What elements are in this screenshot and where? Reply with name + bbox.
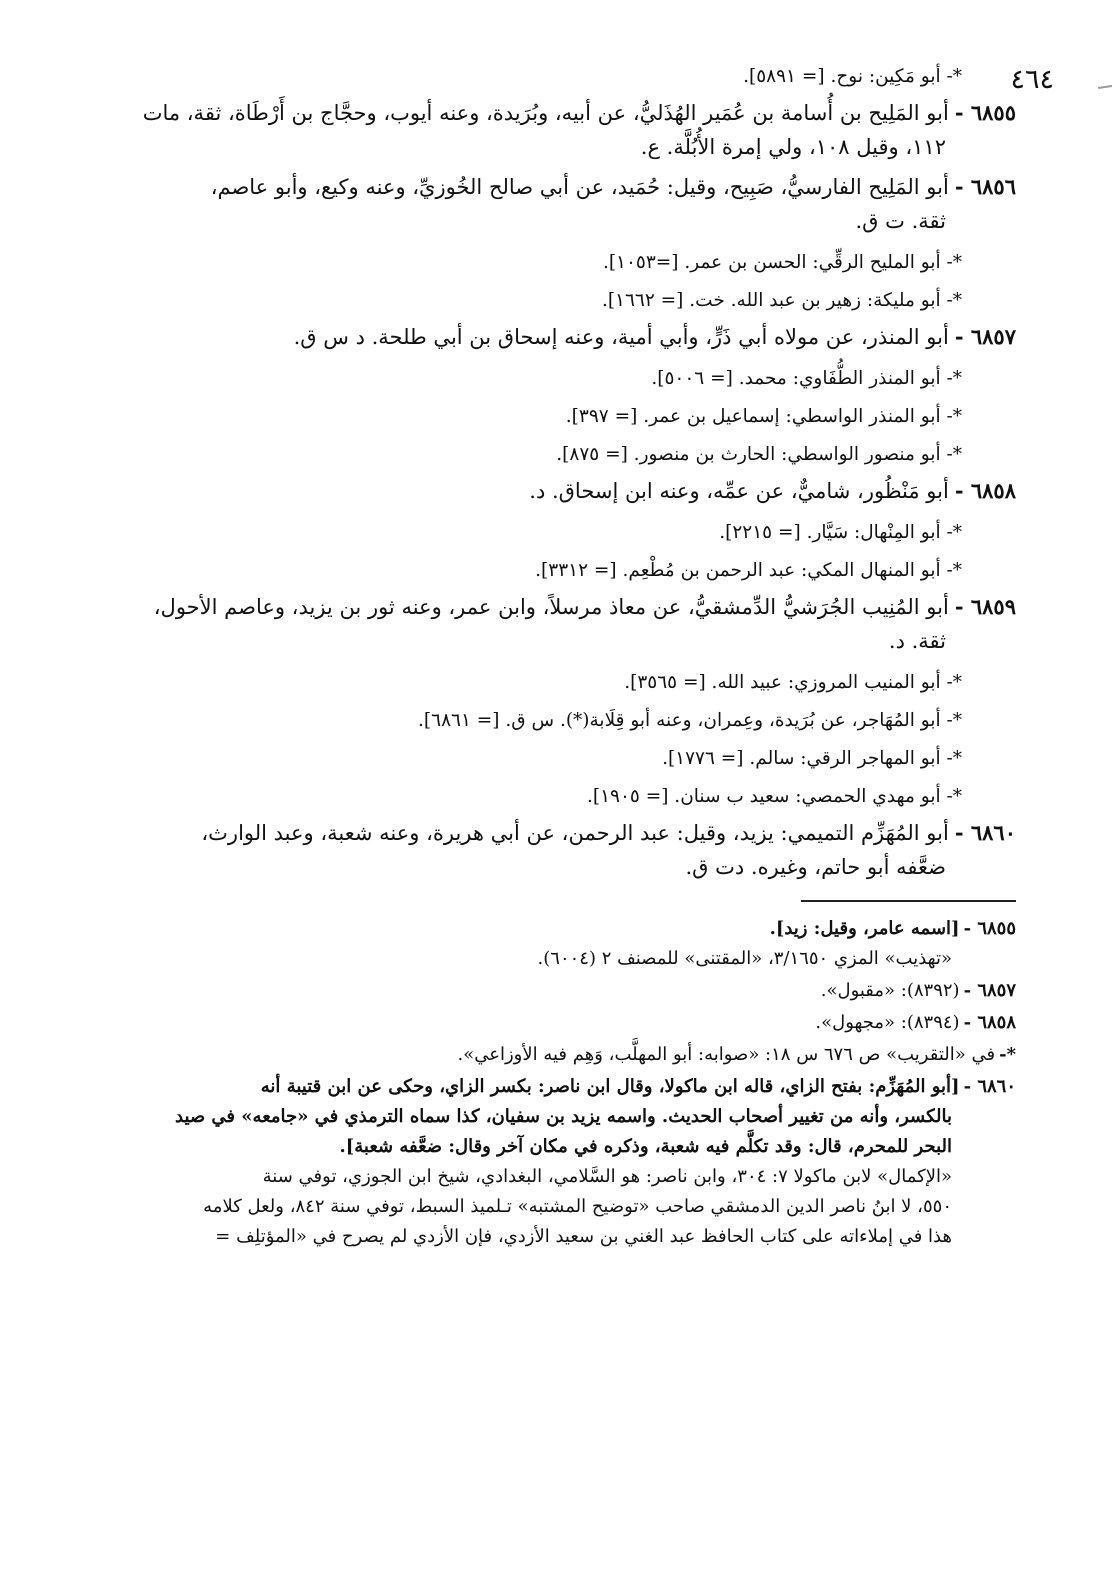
entry-first-line	[40, 590, 1016, 624]
footnote	[40, 914, 1016, 974]
cross-reference-text: *- أبو مَكِين: نوح. [= ٥٨٩١].	[743, 66, 962, 87]
entry-number: ٦٨٥٧ -	[954, 324, 1016, 349]
entry-text: أبو المَلِيح بن أُسامة بن عُمَير الهُذَليُّ، عن أبيه، وبُرَيدة، وعنه أيوب، وحجَّاج بن أَرْطَاة، ثقة، مات	[142, 101, 949, 125]
cross-reference-text: *- أبو المِنْهال: سَيَّار. [= ٢٢١٥].	[719, 522, 962, 543]
entry-first-line	[40, 96, 1016, 130]
entry-first-line	[40, 320, 1016, 354]
entry	[40, 590, 1016, 658]
entry	[40, 320, 1016, 354]
entry-first-line	[40, 474, 1016, 508]
footnote-number: ٦٨٥٧ -	[963, 980, 1016, 1001]
entries-list	[40, 58, 1016, 884]
cross-reference	[40, 282, 1016, 320]
footnote-continuation: «تهذيب» المزي ٣/١٦٥٠، «المقتنى» للمصنف ٢ (٦٠٠٤).	[537, 948, 952, 969]
footnote-first-line	[40, 1040, 1016, 1070]
entry-number: ٦٨٥٨ -	[954, 478, 1016, 503]
entry	[40, 170, 1016, 238]
scan-mark	[1098, 85, 1112, 89]
entry-text: أبو مَنْظُور، شاميٌّ، عن عمِّه، وعنه ابن إسحاق. د.	[529, 479, 949, 503]
footnote-first-line	[40, 976, 1016, 1006]
cross-reference	[40, 244, 1016, 282]
footnote-text: (٨٣٩٤): «مجهول».	[815, 1012, 960, 1033]
entry-text: أبو المُهَزِّم التميمي: يزيد، وقيل: عبد الرحمن، عن أبي هريرة، وعنه شعبة، وعبد الوارث،	[201, 821, 949, 845]
page-body	[40, 58, 1016, 1254]
cross-reference-text: *- أبو المُهَاجر، عن بُرَيدة، وعِمران، وعنه أبو قِلَابة(*). س ق. [= ٦٨٦١].	[418, 710, 962, 731]
entry-text: أبو المنذر، عن مولاه أبي ذَرٍّ، وأبي أمية، وعنه إسحاق بن أبي طلحة. د س ق.	[293, 325, 949, 349]
footnotes	[40, 914, 1016, 1252]
cross-reference-text: *- أبو المنذر الطُّفَاوي: محمد. [= ٥٠٠٦].	[651, 368, 962, 389]
footnote	[40, 1008, 1016, 1038]
cross-reference	[40, 398, 1016, 436]
footnote-separator	[801, 900, 1016, 902]
entry-number: ٦٨٥٥ -	[954, 100, 1016, 125]
cross-reference-text: *- أبو المليح الرقِّي: الحسن بن عمر. [=١٠٥٣].	[602, 252, 962, 273]
cross-reference	[40, 360, 1016, 398]
footnote-first-line	[40, 914, 1016, 944]
entry-text: أبو المَلِيح الفارسيُّ، صَبِيح، وقيل: حُمَيد، عن أبي صالح الخُوزيِّ، وعنه وكيع، وأبو عاصم،	[210, 175, 949, 199]
footnote-number: *-	[999, 1044, 1016, 1065]
footnote-number: ٦٨٦٠ -	[963, 1076, 1016, 1097]
entry-continuation: ضعَّفه أبو حاتم، وغيره. دت ق.	[685, 855, 946, 879]
cross-reference	[40, 702, 1016, 740]
page-number: ٤٦٤	[1010, 64, 1054, 95]
footnote-text: في «التقريب» ص ٦٧٦ س ١٨: «صوابه: أبو المهلَّب، وَهِم فيه الأوزاعي».	[457, 1044, 996, 1065]
footnote-text: (٨٣٩٢): «مقبول».	[820, 980, 960, 1001]
entry-number: ٦٨٦٠ -	[954, 820, 1016, 845]
footnote-continuation: «الإكمال» لابن ماكولا ٧: ٣٠٤، وابن ناصر: هو السَّلامي، البغدادي، شيخ ابن الجوزي، توفي سنة	[262, 1166, 952, 1187]
cross-reference-text: *- أبو مليكة: زهير بن عبد الله. خت. [= ١٦٦٢].	[601, 290, 962, 311]
entry-number: ٦٨٥٦ -	[954, 174, 1016, 199]
footnote	[40, 976, 1016, 1006]
footnote-number: ٦٨٥٨ -	[963, 1012, 1016, 1033]
cross-reference-text: *- أبو المهاجر الرقي: سالم. [= ١٧٧٦].	[662, 748, 962, 769]
footnote	[40, 1072, 1016, 1252]
cross-reference-text: *- أبو المنهال المكي: عبد الرحمن بن مُطْعِم. [= ٣٣١٢].	[535, 560, 962, 581]
entry-first-line	[40, 816, 1016, 850]
cross-reference	[40, 552, 1016, 590]
entry-continuation: ١١٢، وقيل ١٠٨، ولي إمرة الأُبُلَّة. ع.	[640, 135, 946, 159]
footnote	[40, 1040, 1016, 1070]
cross-reference	[40, 514, 1016, 552]
cross-reference	[40, 58, 1016, 96]
cross-reference-text: *- أبو منصور الواسطي: الحارث بن منصور. [= ٨٧٥].	[556, 444, 962, 465]
footnote-continuation: هذا في إملاءاته على كتاب الحافظ عبد الغني بن سعيد الأزدي، فإن الأزدي لم يصرح في «المؤتلِف =	[215, 1226, 952, 1247]
footnote-number: ٦٨٥٥ -	[963, 918, 1016, 939]
cross-reference	[40, 740, 1016, 778]
footnote-first-line	[40, 1008, 1016, 1038]
cross-reference	[40, 436, 1016, 474]
footnote-first-line	[40, 1072, 1016, 1102]
footnote-continuation: البحر للمحرم، قال: وقد تكلَّم فيه شعبة، وذكره في مكان آخر وقال: ضعَّفه شعبة].	[339, 1136, 952, 1157]
entry-continuation: ثقة. ت ق.	[855, 209, 946, 233]
entry	[40, 96, 1016, 164]
entry	[40, 474, 1016, 508]
entry-first-line	[40, 170, 1016, 204]
cross-reference-text: *- أبو مهدي الحمصي: سعيد ب سنان. [= ١٩٠٥].	[586, 786, 962, 807]
footnote-continuation: ٥٥٠، لا ابنُ ناصر الدين الدمشقي صاحب «توضيح المشتبه» تـلميذ السبط، توفي سنة ٨٤٢، ولعل كلامه	[203, 1196, 952, 1217]
cross-reference-text: *- أبو المنذر الواسطي: إسماعيل بن عمر. [= ٣٩٧].	[565, 406, 962, 427]
entry	[40, 816, 1016, 884]
cross-reference	[40, 664, 1016, 702]
footnote-text: [اسمه عامر، وقيل: زيد].	[769, 918, 960, 939]
footnote-text: [أبو المُهَزِّم: بفتح الزاي، قاله ابن ماكولا، وقال ابن ناصر: بكسر الزاي، وحكى عن ابن قتيبة أنه	[260, 1076, 960, 1097]
entry-text: أبو المُنِيب الجُرَشيُّ الدِّمشقيُّ، عن معاذ مرسلاً، وابن عمر، وعنه ثور بن يزيد، وعاصم الأحول،	[153, 595, 949, 619]
cross-reference	[40, 778, 1016, 816]
entry-continuation: ثقة. د.	[888, 629, 946, 653]
footnote-continuation: بالكسر، وأنه من تغيير أصحاب الحديث. واسمه يزيد بن سفيان، كذا سماه الترمذي في «جامعه» في صيد	[175, 1106, 952, 1127]
cross-reference-text: *- أبو المنيب المروزي: عبيد الله. [= ٣٥٦٥].	[624, 672, 962, 693]
entry-number: ٦٨٥٩ -	[954, 594, 1016, 619]
